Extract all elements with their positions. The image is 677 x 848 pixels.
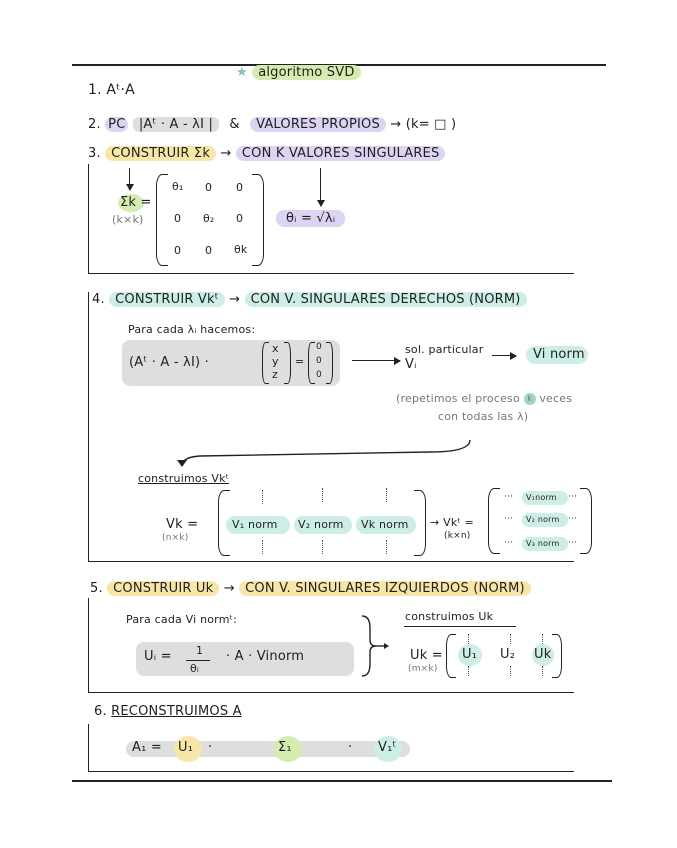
dot2: · bbox=[348, 740, 353, 755]
theta-formula: θᵢ = √λᵢ bbox=[276, 210, 345, 227]
xyz-right-paren bbox=[284, 342, 291, 384]
vkt-row3-dots-r: ··· bbox=[568, 538, 578, 548]
sol-line2: Vᵢ bbox=[405, 357, 417, 372]
step5-title: CONSTRUIR Uk bbox=[107, 581, 219, 596]
sigma-m02: 0 bbox=[236, 181, 244, 194]
sigma-m01: 0 bbox=[205, 181, 213, 194]
repeat-line2: con todas las λ) bbox=[438, 410, 529, 423]
vk-col2: V₂ norm bbox=[298, 518, 344, 531]
construimos-uk-underline bbox=[404, 626, 516, 627]
step2-line bbox=[88, 117, 456, 132]
vkt-label: → Vkᵗ = bbox=[430, 516, 474, 529]
vkt-dim: (k×n) bbox=[444, 531, 471, 541]
sigma-m20: 0 bbox=[174, 244, 182, 257]
ui-rest: · A · Vinorm bbox=[226, 649, 305, 664]
uk-col1-dots-bot bbox=[468, 666, 469, 676]
zero-right-paren bbox=[326, 342, 333, 384]
vkt-row1: V₁norm bbox=[526, 493, 557, 502]
sigma-left-paren bbox=[156, 174, 168, 266]
vk-col1-dots-bot bbox=[262, 540, 263, 554]
vec-zero-2: 0 bbox=[316, 370, 322, 380]
step5-rest: CON V. SINGULARES IZQUIERDOS (NORM) bbox=[239, 581, 531, 596]
uk-col2-dots-bot bbox=[510, 666, 511, 676]
vec-zero-0: 0 bbox=[316, 342, 322, 352]
sigma-m10: 0 bbox=[174, 212, 182, 225]
repeat-veces: veces bbox=[539, 392, 573, 405]
step4-para: Para cada λᵢ hacemos: bbox=[128, 323, 256, 336]
vkt-row2-dots-r: ··· bbox=[568, 514, 578, 524]
step4-rest: CON V. SINGULARES DERECHOS (NORM) bbox=[245, 292, 527, 307]
frac-den: θᵢ bbox=[190, 662, 200, 675]
xyz-left-paren bbox=[262, 342, 269, 384]
sigma-m00: θ₁ bbox=[172, 180, 184, 193]
vk-label: Vk = bbox=[166, 517, 199, 532]
vk-col2-dots-top bbox=[322, 488, 323, 502]
vi-norm: Vi norm bbox=[533, 347, 585, 362]
step2-arrow-k: → (k= bbox=[390, 117, 430, 132]
vk-col1: V₁ norm bbox=[232, 518, 278, 531]
step5-para: Para cada Vi normᵗ: bbox=[126, 613, 237, 626]
s1-label: Σ₁ bbox=[278, 740, 292, 755]
page-title-text: algoritmo SVD bbox=[252, 65, 360, 80]
step2-valores: VALORES PROPIOS bbox=[250, 117, 386, 132]
uk-col3-dots-top bbox=[542, 634, 543, 644]
eq-sign: = bbox=[295, 355, 305, 368]
sigma-label: Σk = bbox=[120, 195, 152, 210]
dot1: · bbox=[208, 740, 213, 755]
step1-label: 1. Aᵗ·A bbox=[88, 82, 135, 98]
frac-num: 1 bbox=[196, 644, 204, 657]
vk-dim: (n×k) bbox=[162, 533, 189, 543]
step4-num: 4. bbox=[92, 292, 105, 307]
sigma-m11: θ₂ bbox=[203, 212, 215, 225]
vkt-row2-dots-l: ··· bbox=[504, 514, 514, 524]
step3-rest: CON K VALORES SINGULARES bbox=[236, 146, 446, 161]
vec-zero-1: 0 bbox=[316, 356, 322, 366]
vkt-row3-dots-l: ··· bbox=[504, 538, 514, 548]
step2-amp: & bbox=[229, 117, 240, 132]
repeat-text: (repetimos el proceso bbox=[396, 392, 520, 405]
vkt-right-paren bbox=[580, 488, 592, 554]
vec-y: y bbox=[272, 355, 279, 368]
step6-num: 6. bbox=[94, 704, 107, 719]
uk-col3-dots-bot bbox=[542, 666, 543, 676]
star-icon: ★ bbox=[236, 65, 248, 80]
vk-col1-dots-top bbox=[262, 490, 263, 504]
step5-heading bbox=[90, 581, 531, 596]
vk-col3-dots-top bbox=[386, 488, 387, 502]
step2-num: 2. bbox=[88, 117, 101, 132]
step3-arrow: → bbox=[220, 146, 232, 161]
vec-x: x bbox=[272, 342, 279, 355]
sigma-m12: 0 bbox=[236, 212, 244, 225]
step5-num: 5. bbox=[90, 581, 103, 596]
step6-heading bbox=[94, 704, 242, 719]
vk-col3: Vk norm bbox=[361, 518, 409, 531]
step4-eq: (Aᵗ · A - λI) · bbox=[129, 355, 209, 370]
to-vinorm-arrow bbox=[492, 355, 516, 356]
step2-close: ) bbox=[450, 117, 457, 132]
step3-down-arrow bbox=[129, 168, 130, 190]
uk-label: Uk = bbox=[410, 648, 443, 663]
bottom-rule bbox=[72, 780, 612, 782]
repeat-k: k bbox=[524, 393, 536, 405]
uk-col2-dots-top bbox=[510, 634, 511, 644]
a1-label: A₁ = bbox=[132, 740, 162, 755]
step4-arrow: → bbox=[229, 292, 241, 307]
step3-title: CONSTRUIR Σk bbox=[105, 146, 216, 161]
uk-col3: Uk bbox=[534, 647, 552, 662]
step5-brace bbox=[360, 614, 390, 678]
uk-col2: U₂ bbox=[500, 647, 516, 662]
step5-arrow: → bbox=[223, 581, 235, 596]
uk-col1: U₁ bbox=[462, 647, 478, 662]
vk-col3-dots-bot bbox=[386, 540, 387, 554]
step2-box: □ bbox=[434, 117, 447, 132]
uk-dim: (m×k) bbox=[408, 664, 438, 674]
vkt-row1-dots-l: ··· bbox=[504, 492, 514, 502]
to-sol-arrow bbox=[352, 360, 400, 361]
vkt-row1-dots-r: ··· bbox=[568, 492, 578, 502]
sigma-right-paren bbox=[252, 174, 264, 266]
vkt-row3: V₃ norm bbox=[526, 539, 560, 548]
step4-title: CONSTRUIR Vkᵗ bbox=[109, 292, 225, 307]
vec-z: z bbox=[272, 368, 278, 381]
step2-matrix: |Aᵗ · A - λI | bbox=[133, 117, 219, 132]
theta-down-arrow bbox=[320, 168, 321, 206]
uk-col1-dots-top bbox=[468, 634, 469, 644]
sigma-m21: 0 bbox=[205, 244, 213, 257]
page-title bbox=[236, 65, 361, 80]
vkt-left-paren bbox=[488, 488, 500, 554]
step6-eq-bar bbox=[126, 741, 410, 757]
zero-left-paren bbox=[308, 342, 315, 384]
repeat-line1 bbox=[396, 392, 572, 405]
u1-label: U₁ bbox=[178, 740, 194, 755]
return-curve bbox=[170, 438, 480, 468]
step6-title: RECONSTRUIMOS A bbox=[111, 704, 242, 719]
step3-heading bbox=[88, 146, 445, 161]
step2-pc: PC bbox=[105, 117, 128, 132]
construimos-vkt: construimos Vkᵗ bbox=[138, 472, 230, 485]
step3-num: 3. bbox=[88, 146, 101, 161]
sigma-m22: θk bbox=[234, 243, 248, 256]
ui-label: Uᵢ = bbox=[144, 649, 172, 664]
v1-label: V₁ᵗ bbox=[378, 740, 397, 755]
vk-col2-dots-bot bbox=[322, 540, 323, 554]
construimos-uk: construimos Uk bbox=[405, 610, 494, 623]
sol-line1: sol. particular bbox=[405, 343, 484, 356]
uk-left-paren bbox=[446, 634, 456, 678]
vkt-row2: V₂ norm bbox=[526, 515, 560, 524]
sigma-dim: (k×k) bbox=[112, 213, 144, 226]
